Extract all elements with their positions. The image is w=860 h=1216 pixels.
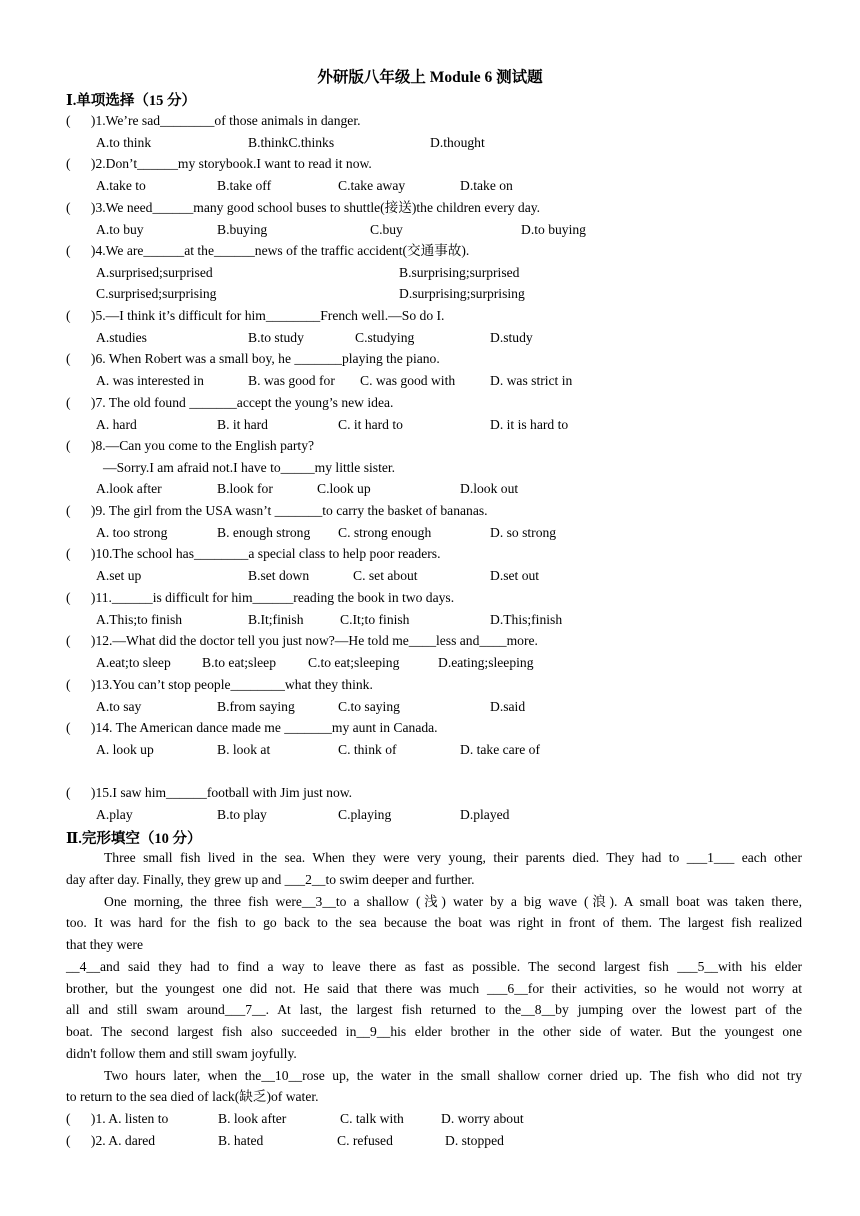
question-stem: ( )9. The girl from the USA wasn’t _______to carry the basket of bananas. <box>66 503 488 518</box>
answer-option: D.take on <box>460 178 513 193</box>
answer-option: D.said <box>490 699 526 714</box>
answer-option: B. look at <box>217 742 271 757</box>
passage-line: that they were <box>66 937 143 952</box>
question-stem: ( )4.We are______at the______news of the traffic accident(交通事故). <box>66 243 470 258</box>
answer-option: A.to say <box>96 699 142 714</box>
answer-option: D. take care of <box>460 742 541 757</box>
answer-option: A.take to <box>96 178 146 193</box>
answer-option: B.look for <box>217 481 273 496</box>
answer-option: C.studying <box>355 330 415 345</box>
answer-option: D.played <box>460 807 510 822</box>
answer-option: D.study <box>490 330 533 345</box>
cloze-question-stem: ( )1. A. listen to <box>66 1111 169 1126</box>
answer-option: C.to saying <box>338 699 400 714</box>
answer-option: A.look after <box>96 481 162 496</box>
question-stem-continued: —Sorry.I am afraid not.I have to_____my little sister. <box>103 460 396 475</box>
answer-option: A. too strong <box>96 525 168 540</box>
answer-option: B. was good for <box>248 373 335 388</box>
answer-option: B.take off <box>217 178 272 193</box>
answer-option: C. it hard to <box>338 417 403 432</box>
answer-option: C. talk with <box>340 1111 404 1126</box>
answer-option: C.buy <box>370 222 403 237</box>
question-stem: ( )11.______is difficult for him______reading the book in two days. <box>66 590 455 605</box>
question-stem: ( )10.The school has________a special class to help poor readers. <box>66 546 441 561</box>
question-stem: ( )3.We need______many good school buses to shuttle(接送)the children every day. <box>66 200 541 215</box>
passage-line: to return to the sea died of lack(缺乏)of water. <box>66 1089 319 1104</box>
answer-option: B. hated <box>218 1133 264 1148</box>
answer-option: A. was interested in <box>96 373 204 388</box>
answer-option: A.eat;to sleep <box>96 655 171 670</box>
answer-option: D. was strict in <box>490 373 573 388</box>
answer-option: B.buying <box>217 222 268 237</box>
answer-option: D.thought <box>430 135 485 150</box>
answer-option: D.This;finish <box>490 612 563 627</box>
question-stem: ( )2.Don’t______my storybook.I want to read it now. <box>66 156 372 171</box>
answer-option: A.play <box>96 807 133 822</box>
question-stem: ( )14. The American dance made me _______my aunt in Canada. <box>66 720 438 735</box>
answer-option: D.eating;sleeping <box>438 655 534 670</box>
answer-option: B.to play <box>217 807 267 822</box>
passage-line: day after day. Finally, they grew up and ___2__to swim deeper and further. <box>66 872 475 887</box>
answer-option: A.surprised;surprised <box>96 265 213 280</box>
passage-line: too. It was hard for the fish to go back to the sea because the boat was right in front of them. The largest fish realized <box>66 915 802 930</box>
answer-option: C. strong enough <box>338 525 432 540</box>
answer-option: C.surprised;surprising <box>96 286 217 301</box>
answer-option: A.studies <box>96 330 147 345</box>
answer-option: C. was good with <box>360 373 456 388</box>
answer-option: D. stopped <box>445 1133 504 1148</box>
answer-option: D. so strong <box>490 525 557 540</box>
passage-line: boat. The second largest fish also succeeded in__9__his elder brother in the other side of water. But the youngest one <box>66 1024 802 1039</box>
answer-option: B.It;finish <box>248 612 304 627</box>
answer-option: B. it hard <box>217 417 268 432</box>
passage-line: One morning, the three fish were__3__to a shallow (浅) water by a big wave (浪). A small boat was taken there, <box>104 894 802 909</box>
page-title: 外研版八年级上 Module 6 测试题 <box>317 69 543 86</box>
answer-option: A.This;to finish <box>96 612 183 627</box>
passage-line: brother, but the youngest one did not. He said that there was much ___6__for their activities, so he would not worry at <box>66 981 802 996</box>
answer-option: D.to buying <box>521 222 586 237</box>
question-stem: ( )7. The old found _______accept the young’s new idea. <box>66 395 394 410</box>
question-stem: ( )8.—Can you come to the English party? <box>66 438 315 453</box>
answer-option: B.to eat;sleep <box>202 655 276 670</box>
passage-line: didn't follow them and still swam joyfully. <box>66 1046 297 1061</box>
question-stem: ( )6. When Robert was a small boy, he _______playing the piano. <box>66 351 440 366</box>
answer-option: D.surprising;surprising <box>399 286 525 301</box>
answer-option: A. look up <box>96 742 154 757</box>
question-stem: ( )12.—What did the doctor tell you just now?—He told me____less and____more. <box>66 633 538 648</box>
answer-option: C. think of <box>338 742 397 757</box>
answer-option: B.to study <box>248 330 304 345</box>
question-stem: ( )1.We’re sad________of those animals in danger. <box>66 113 361 128</box>
answer-option: A.to buy <box>96 222 144 237</box>
section1-heading: Ⅰ.单项选择（15 分） <box>66 93 197 109</box>
answer-option: D. it is hard to <box>490 417 569 432</box>
answer-option: C. set about <box>353 568 418 583</box>
answer-option: D.set out <box>490 568 540 583</box>
question-stem: ( )15.I saw him______football with Jim just now. <box>66 785 353 800</box>
answer-option: B. look after <box>218 1111 287 1126</box>
answer-option: D. worry about <box>441 1111 524 1126</box>
passage-line: Three small fish lived in the sea. When they were very young, their parents died. They had to ___1___ each other <box>104 850 802 865</box>
question-stem: ( )5.—I think it’s difficult for him________French well.—So do I. <box>66 308 445 323</box>
section2-heading: Ⅱ.完形填空（10 分） <box>66 831 202 847</box>
answer-option: C.look up <box>317 481 371 496</box>
answer-option: B.surprising;surprised <box>399 265 520 280</box>
answer-option: B.set down <box>248 568 310 583</box>
answer-option: A. hard <box>96 417 137 432</box>
answer-option: A.to think <box>96 135 152 150</box>
answer-option: C.It;to finish <box>340 612 410 627</box>
answer-option: D.look out <box>460 481 519 496</box>
answer-option: C. refused <box>337 1133 393 1148</box>
answer-option: C.playing <box>338 807 392 822</box>
answer-option: A.set up <box>96 568 142 583</box>
answer-option: C.to eat;sleeping <box>308 655 400 670</box>
answer-option: B.thinkC.thinks <box>248 135 335 150</box>
answer-option: B.from saying <box>217 699 295 714</box>
passage-line: __4__and said they had to find a way to leave there as fast as possible. The second largest fish ___5__with his elder <box>66 959 802 974</box>
answer-option: C.take away <box>338 178 406 193</box>
cloze-question-stem: ( )2. A. dared <box>66 1133 156 1148</box>
answer-option: B. enough strong <box>217 525 311 540</box>
passage-line: all and still swam around___7__. At last, the largest fish returned to the__8__by jumping over the lowest part of the <box>66 1002 802 1017</box>
question-stem: ( )13.You can’t stop people________what they think. <box>66 677 373 692</box>
passage-line: Two hours later, when the__10__rose up, the water in the small shallow corner dried up. The fish who did not try <box>104 1068 802 1083</box>
